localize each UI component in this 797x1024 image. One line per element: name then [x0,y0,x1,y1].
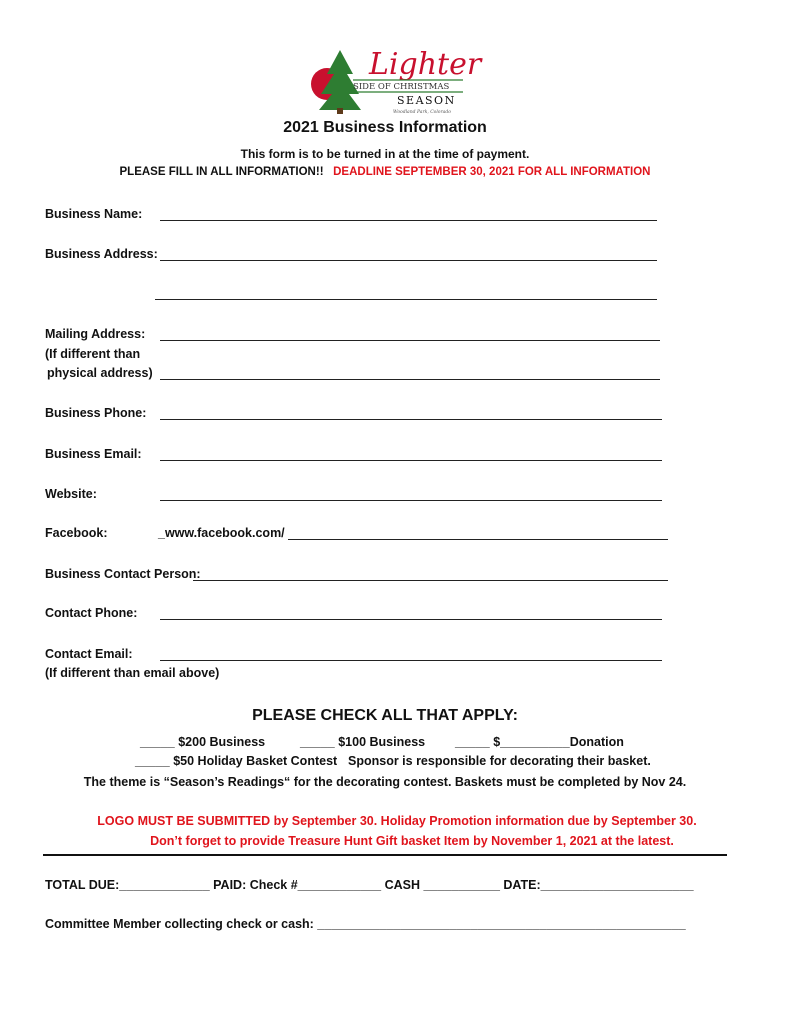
logo-deadline-notice: LOGO MUST BE SUBMITTED by September 30. Holiday Promotion information due by September 30. [97,814,697,828]
business-name-label: Business Name: [45,207,143,221]
mailing-note-1: (If different than [45,347,141,361]
option-200-business[interactable]: _____ $200 Business [140,735,266,749]
option-100-business[interactable]: _____ $100 Business [300,735,426,749]
contact-phone-field[interactable] [160,619,662,620]
logo-line-4: Woodland Park, Colorado [393,110,451,115]
mailing-address-label: Mailing Address: [45,327,146,341]
logo-line-3: SEASON [397,94,456,107]
contact-phone-label: Contact Phone: [45,606,138,620]
website-field[interactable] [160,500,662,501]
option-donation[interactable]: _____ $__________Donation [455,735,624,749]
section-divider [43,854,727,856]
basket-sponsor-note: Sponsor is responsible for decorating their basket. [348,754,651,768]
business-address-label: Business Address: [45,247,158,261]
business-phone-field[interactable] [160,419,662,420]
business-phone-label: Business Phone: [45,406,147,420]
option-50-basket-contest[interactable]: _____ $50 Holiday Basket Contest [135,754,338,768]
logo-line-2: SIDE OF CHRISTMAS [353,82,450,92]
business-address-field[interactable] [160,260,657,261]
website-label: Website: [45,487,97,501]
page-title: 2021 Business Information [283,119,487,136]
facebook-prefix: _www.facebook.com/ [158,526,285,540]
business-email-field[interactable] [160,460,662,461]
theme-note: The theme is “Season’s Readings“ for the decorating contest. Baskets must be completed by Nov 24. [83,775,687,789]
business-email-label: Business Email: [45,447,142,461]
tree-trunk [337,108,343,114]
form-subtitle: This form is to be turned in at the time of payment. [240,147,530,161]
contact-email-field[interactable] [160,660,662,661]
business-name-field[interactable] [160,220,657,221]
options-heading: PLEASE CHECK ALL THAT APPLY: [252,707,518,724]
facebook-label: Facebook: [45,526,108,540]
business-address-line2-field[interactable] [155,299,657,300]
treasure-hunt-notice: Don’t forget to provide Treasure Hunt Gift basket Item by November 1, 2021 at the latest. [150,834,674,848]
mailing-address-line2-field[interactable] [160,379,660,380]
instruction-row [0,166,770,178]
deadline-notice: DEADLINE SEPTEMBER 30, 2021 FOR ALL INFORMATION [333,166,651,178]
committee-member-row[interactable]: Committee Member collecting check or cash: _____________________________________________________ [45,917,686,931]
mailing-address-field[interactable] [160,340,660,341]
logo-word-lighter: Lighter [369,47,482,82]
totals-row[interactable]: TOTAL DUE:_____________ PAID: Check #____________ CASH ___________ DATE:______________________ [45,878,694,892]
fill-all-instruction: PLEASE FILL IN ALL INFORMATION!! [119,166,324,178]
lighter-side-of-christmas-logo [305,44,482,116]
contact-email-label: Contact Email: [45,647,133,661]
contact-email-note: (If different than email above) [45,666,220,680]
contact-person-label: Business Contact Person: [45,567,201,581]
mailing-note-2: physical address) [47,366,153,380]
contact-person-field[interactable] [193,580,668,581]
facebook-field[interactable] [288,539,668,540]
